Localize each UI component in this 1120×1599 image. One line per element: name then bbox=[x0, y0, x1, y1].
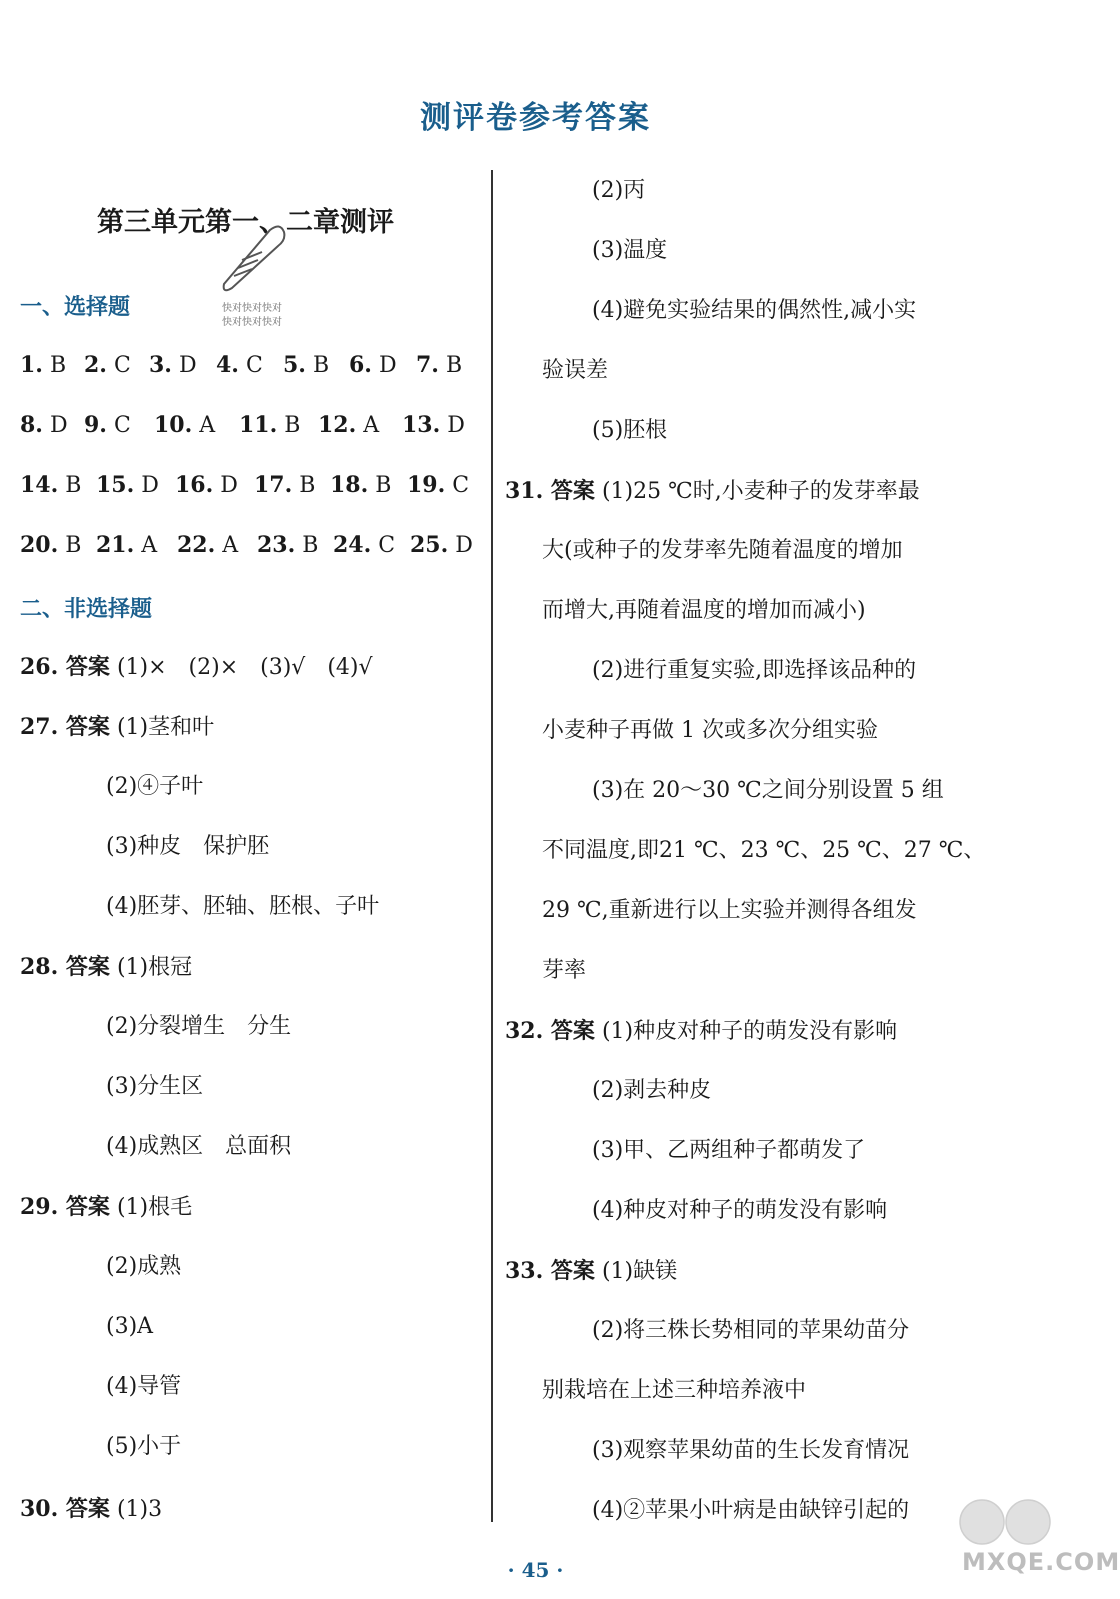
q32-answer: 32. 答案 (1)种皮对种子的萌发没有影响 bbox=[505, 1018, 898, 1044]
choice-item: 22. A bbox=[177, 532, 239, 558]
choice-item: 17. B bbox=[254, 472, 316, 498]
choice-item: 3. D bbox=[149, 352, 197, 378]
q32-part-2: (2)剥去种皮 bbox=[592, 1078, 712, 1103]
q29-part-4: (4)导管 bbox=[106, 1374, 182, 1399]
q28-part-4: (4)成熟区 总面积 bbox=[106, 1134, 292, 1159]
choice-item: 4. C bbox=[216, 352, 263, 378]
section-nonchoice: 二、非选择题 bbox=[20, 596, 153, 622]
choice-item: 24. C bbox=[333, 532, 396, 558]
choice-item: 9. C bbox=[84, 412, 131, 438]
q33-answer: 33. 答案 (1)缺镁 bbox=[505, 1258, 678, 1284]
q31-part-3-cont: 不同温度,即21 ℃、23 ℃、25 ℃、27 ℃、 bbox=[542, 838, 986, 863]
q30-part-4-cont: 验误差 bbox=[542, 358, 609, 383]
choice-item: 6. D bbox=[349, 352, 397, 378]
q33-part-3: (3)观察苹果幼苗的生长发育情况 bbox=[592, 1438, 910, 1463]
column-divider bbox=[491, 170, 493, 1522]
stamp-text-2: 快对快对快对 bbox=[222, 317, 282, 328]
choice-item: 14. B bbox=[20, 472, 82, 498]
section-choice: 一、选择题 bbox=[20, 294, 131, 320]
choice-item: 20. B bbox=[20, 532, 82, 558]
choice-item: 21. A bbox=[96, 532, 158, 558]
watermark-text: MXQE.COM bbox=[962, 1548, 1120, 1576]
q33-part-2: (2)将三株长势相同的苹果幼苗分 bbox=[592, 1318, 910, 1343]
q33-part-4: (4)②苹果小叶病是由缺锌引起的 bbox=[592, 1498, 910, 1523]
stamp-logo-icon bbox=[212, 214, 292, 294]
q27-part-3: (3)种皮 保护胚 bbox=[106, 834, 270, 859]
unit-title: 第三单元第一、二章测评 bbox=[97, 207, 394, 238]
choice-item: 13. D bbox=[402, 412, 465, 438]
choice-item: 25. D bbox=[410, 532, 473, 558]
page-title: 测评卷参考答案 bbox=[420, 100, 651, 136]
q28-part-2: (2)分裂增生 分生 bbox=[106, 1014, 292, 1039]
q29-answer: 29. 答案 (1)根毛 bbox=[20, 1194, 193, 1220]
choice-item: 5. B bbox=[283, 352, 330, 378]
q27-part-4: (4)胚芽、胚轴、胚根、子叶 bbox=[106, 894, 380, 919]
choice-item: 1. B bbox=[20, 352, 67, 378]
choice-item: 7. B bbox=[416, 352, 463, 378]
q31-answer: 31. 答案 (1)25 ℃时,小麦种子的发芽率最 bbox=[505, 478, 920, 504]
q31-part-2-cont: 小麦种子再做 1 次或多次分组实验 bbox=[542, 718, 878, 743]
stamp-text-1: 快对快对快对 bbox=[222, 303, 282, 314]
q30-answer: 30. 答案 (1)3 bbox=[20, 1496, 163, 1522]
choice-item: 19. C bbox=[407, 472, 470, 498]
q28-answer: 28. 答案 (1)根冠 bbox=[20, 954, 193, 980]
choice-item: 8. D bbox=[20, 412, 68, 438]
q30-part-5: (5)胚根 bbox=[592, 418, 668, 443]
q31-part-3: (3)在 20～30 ℃之间分别设置 5 组 bbox=[592, 778, 944, 803]
choice-item: 15. D bbox=[96, 472, 159, 498]
choice-item: 11. B bbox=[239, 412, 301, 438]
q31-part-2: (2)进行重复实验,即选择该品种的 bbox=[592, 658, 917, 683]
q32-part-3: (3)甲、乙两组种子都萌发了 bbox=[592, 1138, 866, 1163]
choice-item: 2. C bbox=[84, 352, 131, 378]
q31-part-1-cont: 大(或种子的发芽率先随着温度的增加 bbox=[542, 538, 903, 563]
q30-part-3: (3)温度 bbox=[592, 238, 668, 263]
choice-item: 12. A bbox=[318, 412, 380, 438]
choice-item: 18. B bbox=[330, 472, 392, 498]
q29-part-5: (5)小于 bbox=[106, 1434, 182, 1459]
q31-part-3-cont2: 29 ℃,重新进行以上实验并测得各组发 bbox=[542, 898, 917, 923]
q30-part-4: (4)避免实验结果的偶然性,减小实 bbox=[592, 298, 917, 323]
q29-part-2: (2)成熟 bbox=[106, 1254, 182, 1279]
choice-item: 16. D bbox=[175, 472, 238, 498]
q29-part-3: (3)A bbox=[106, 1314, 154, 1339]
q31-part-3-cont3: 芽率 bbox=[542, 958, 587, 983]
choice-item: 10. A bbox=[154, 412, 216, 438]
page-number: · 45 · bbox=[507, 1558, 564, 1582]
q26-answer: 26. 答案 (1)× (2)× (3)√ (4)√ bbox=[20, 654, 373, 680]
q33-part-2-cont: 别栽培在上述三种培养液中 bbox=[542, 1378, 807, 1403]
q27-part-2: (2)④子叶 bbox=[106, 774, 204, 799]
q30-part-2: (2)丙 bbox=[592, 178, 646, 203]
q31-part-1-cont2: 而增大,再随着温度的增加而减小) bbox=[542, 598, 866, 623]
q27-answer: 27. 答案 (1)茎和叶 bbox=[20, 714, 215, 740]
q28-part-3: (3)分生区 bbox=[106, 1074, 204, 1099]
choice-item: 23. B bbox=[257, 532, 319, 558]
q32-part-4: (4)种皮对种子的萌发没有影响 bbox=[592, 1198, 888, 1223]
